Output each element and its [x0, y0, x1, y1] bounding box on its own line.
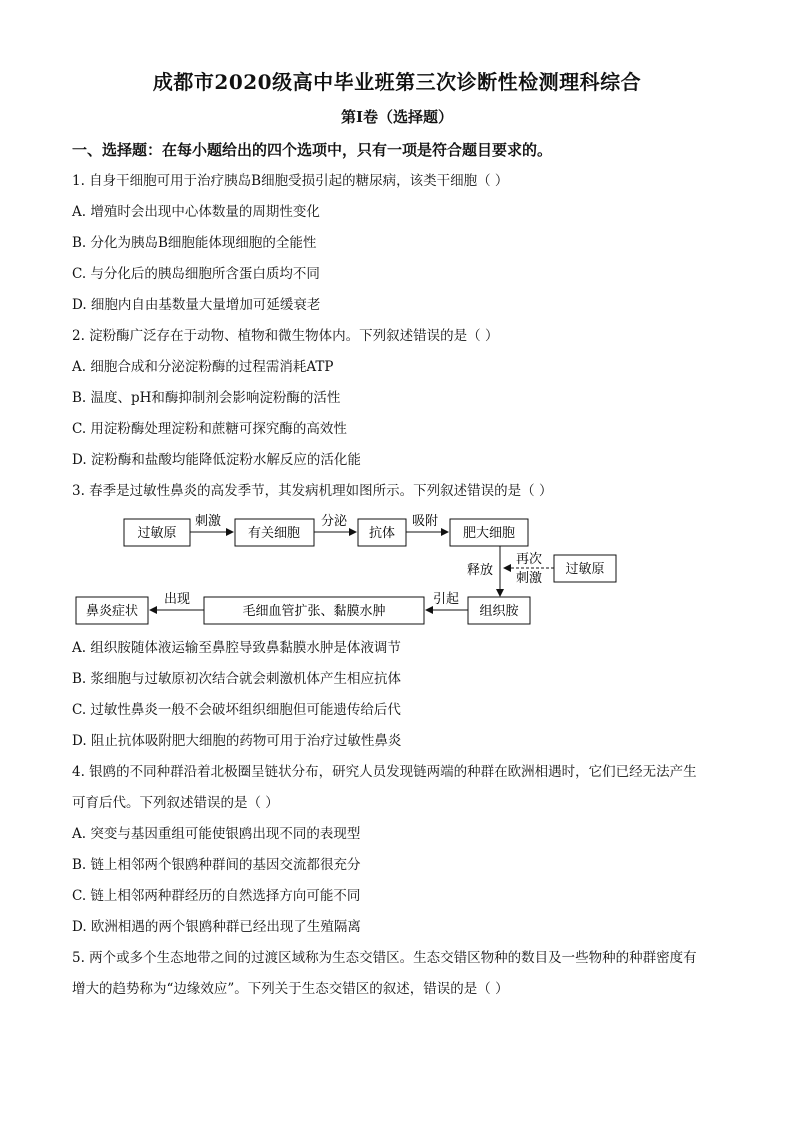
label-again: 再次 [515, 552, 543, 567]
question-4-option-b: B. 链上相邻两个银鸥种群间的基因交流都很充分 [72, 857, 361, 873]
question-1-stem: 1. 自身干细胞可用于治疗胰岛B细胞受损引起的糖尿病，该类干细胞（ ） [72, 173, 509, 189]
exam-title: 成都市2020级高中毕业班第三次诊断性检测理科综合 [152, 70, 642, 94]
box-antibody-label: 抗体 [368, 526, 396, 541]
question-2-option-c: C. 用淀粉酶处理淀粉和蔗糖可探究酶的高效性 [72, 421, 347, 437]
box-related-cells-label: 有关细胞 [247, 526, 301, 541]
question-4-option-c: C. 链上相邻两种群经历的自然选择方向可能不同 [72, 888, 361, 904]
label-adsorb: 吸附 [411, 514, 439, 529]
box-rhinitis-label: 鼻炎症状 [85, 604, 139, 619]
question-4-stem-line-1: 4. 银鸥的不同种群沿着北极圈呈链状分布，研究人员发现链两端的种群在欧洲相遇时，它们已经无法产生 [72, 764, 697, 780]
label-secrete: 分泌 [320, 514, 348, 529]
question-3-option-a: A. 组织胺随体液运输至鼻腔导致鼻黏膜水肿是体液调节 [72, 640, 401, 656]
question-3-option-d: D. 阻止抗体吸附肥大细胞的药物可用于治疗过敏性鼻炎 [72, 733, 402, 749]
question-2-stem: 2. 淀粉酶广泛存在于动物、植物和微生物体内。下列叙述错误的是（ ） [72, 328, 499, 344]
question-5-stem-line-2: 增大的趋势称为“边缘效应”。下列关于生态交错区的叙述，错误的是（ ） [72, 981, 509, 997]
box-histamine-label: 组织胺 [479, 604, 519, 619]
label-cause: 引起 [432, 592, 460, 607]
question-4-stem-line-2: 可育后代。下列叙述错误的是（ ） [72, 795, 279, 811]
box-allergen-again-label: 过敏原 [565, 562, 605, 577]
question-1-option-d: D. 细胞内自由基数量大量增加可延缓衰老 [72, 297, 321, 313]
question-1-option-a: A. 增殖时会出现中心体数量的周期性变化 [72, 204, 320, 220]
question-4-option-a: A. 突变与基因重组可能使银鸥出现不同的表现型 [72, 826, 361, 842]
question-4-option-d: D. 欧洲相遇的两个银鸥种群已经出现了生殖隔离 [72, 919, 361, 935]
question-2-option-b: B. 温度、pH和酶抑制剂会影响淀粉酶的活性 [72, 390, 341, 406]
label-stimulate-again: 刺激 [515, 571, 543, 586]
question-3-stem: 3. 春季是过敏性鼻炎的高发季节，其发病机理如图所示。下列叙述错误的是（ ） [72, 483, 553, 499]
question-1-option-c: C. 与分化后的胰岛细胞所含蛋白质均不同 [72, 266, 320, 282]
label-release: 释放 [466, 563, 494, 578]
box-mast-cell-label: 肥大细胞 [462, 526, 516, 541]
question-3-option-c: C. 过敏性鼻炎一般不会破坏组织细胞但可能遗传给后代 [72, 702, 401, 718]
question-2-option-d: D. 淀粉酶和盐酸均能降低淀粉水解反应的活化能 [72, 452, 361, 468]
box-allergen-first-label: 过敏原 [137, 526, 177, 541]
question-1-option-b: B. 分化为胰岛B细胞能体现细胞的全能性 [72, 235, 317, 251]
question-3-option-b: B. 浆细胞与过敏原初次结合就会刺激机体产生相应抗体 [72, 671, 402, 687]
section-heading: 一、选择题：在每小题给出的四个选项中，只有一项是符合题目要求的。 [72, 141, 553, 159]
question-5-stem-line-1: 5. 两个或多个生态地带之间的过渡区域称为生态交错区。生态交错区物种的数目及一些物种的种群密度有 [72, 950, 697, 966]
box-capillary-label: 毛细血管扩张、黏膜水肿 [242, 604, 386, 619]
mechanism-diagram [72, 510, 632, 630]
label-appear: 出现 [163, 592, 191, 607]
question-2-option-a: A. 细胞合成和分泌淀粉酶的过程需消耗ATP [72, 359, 334, 375]
part-title: 第Ⅰ卷（选择题） [340, 108, 454, 126]
label-stimulate: 刺激 [194, 514, 222, 529]
